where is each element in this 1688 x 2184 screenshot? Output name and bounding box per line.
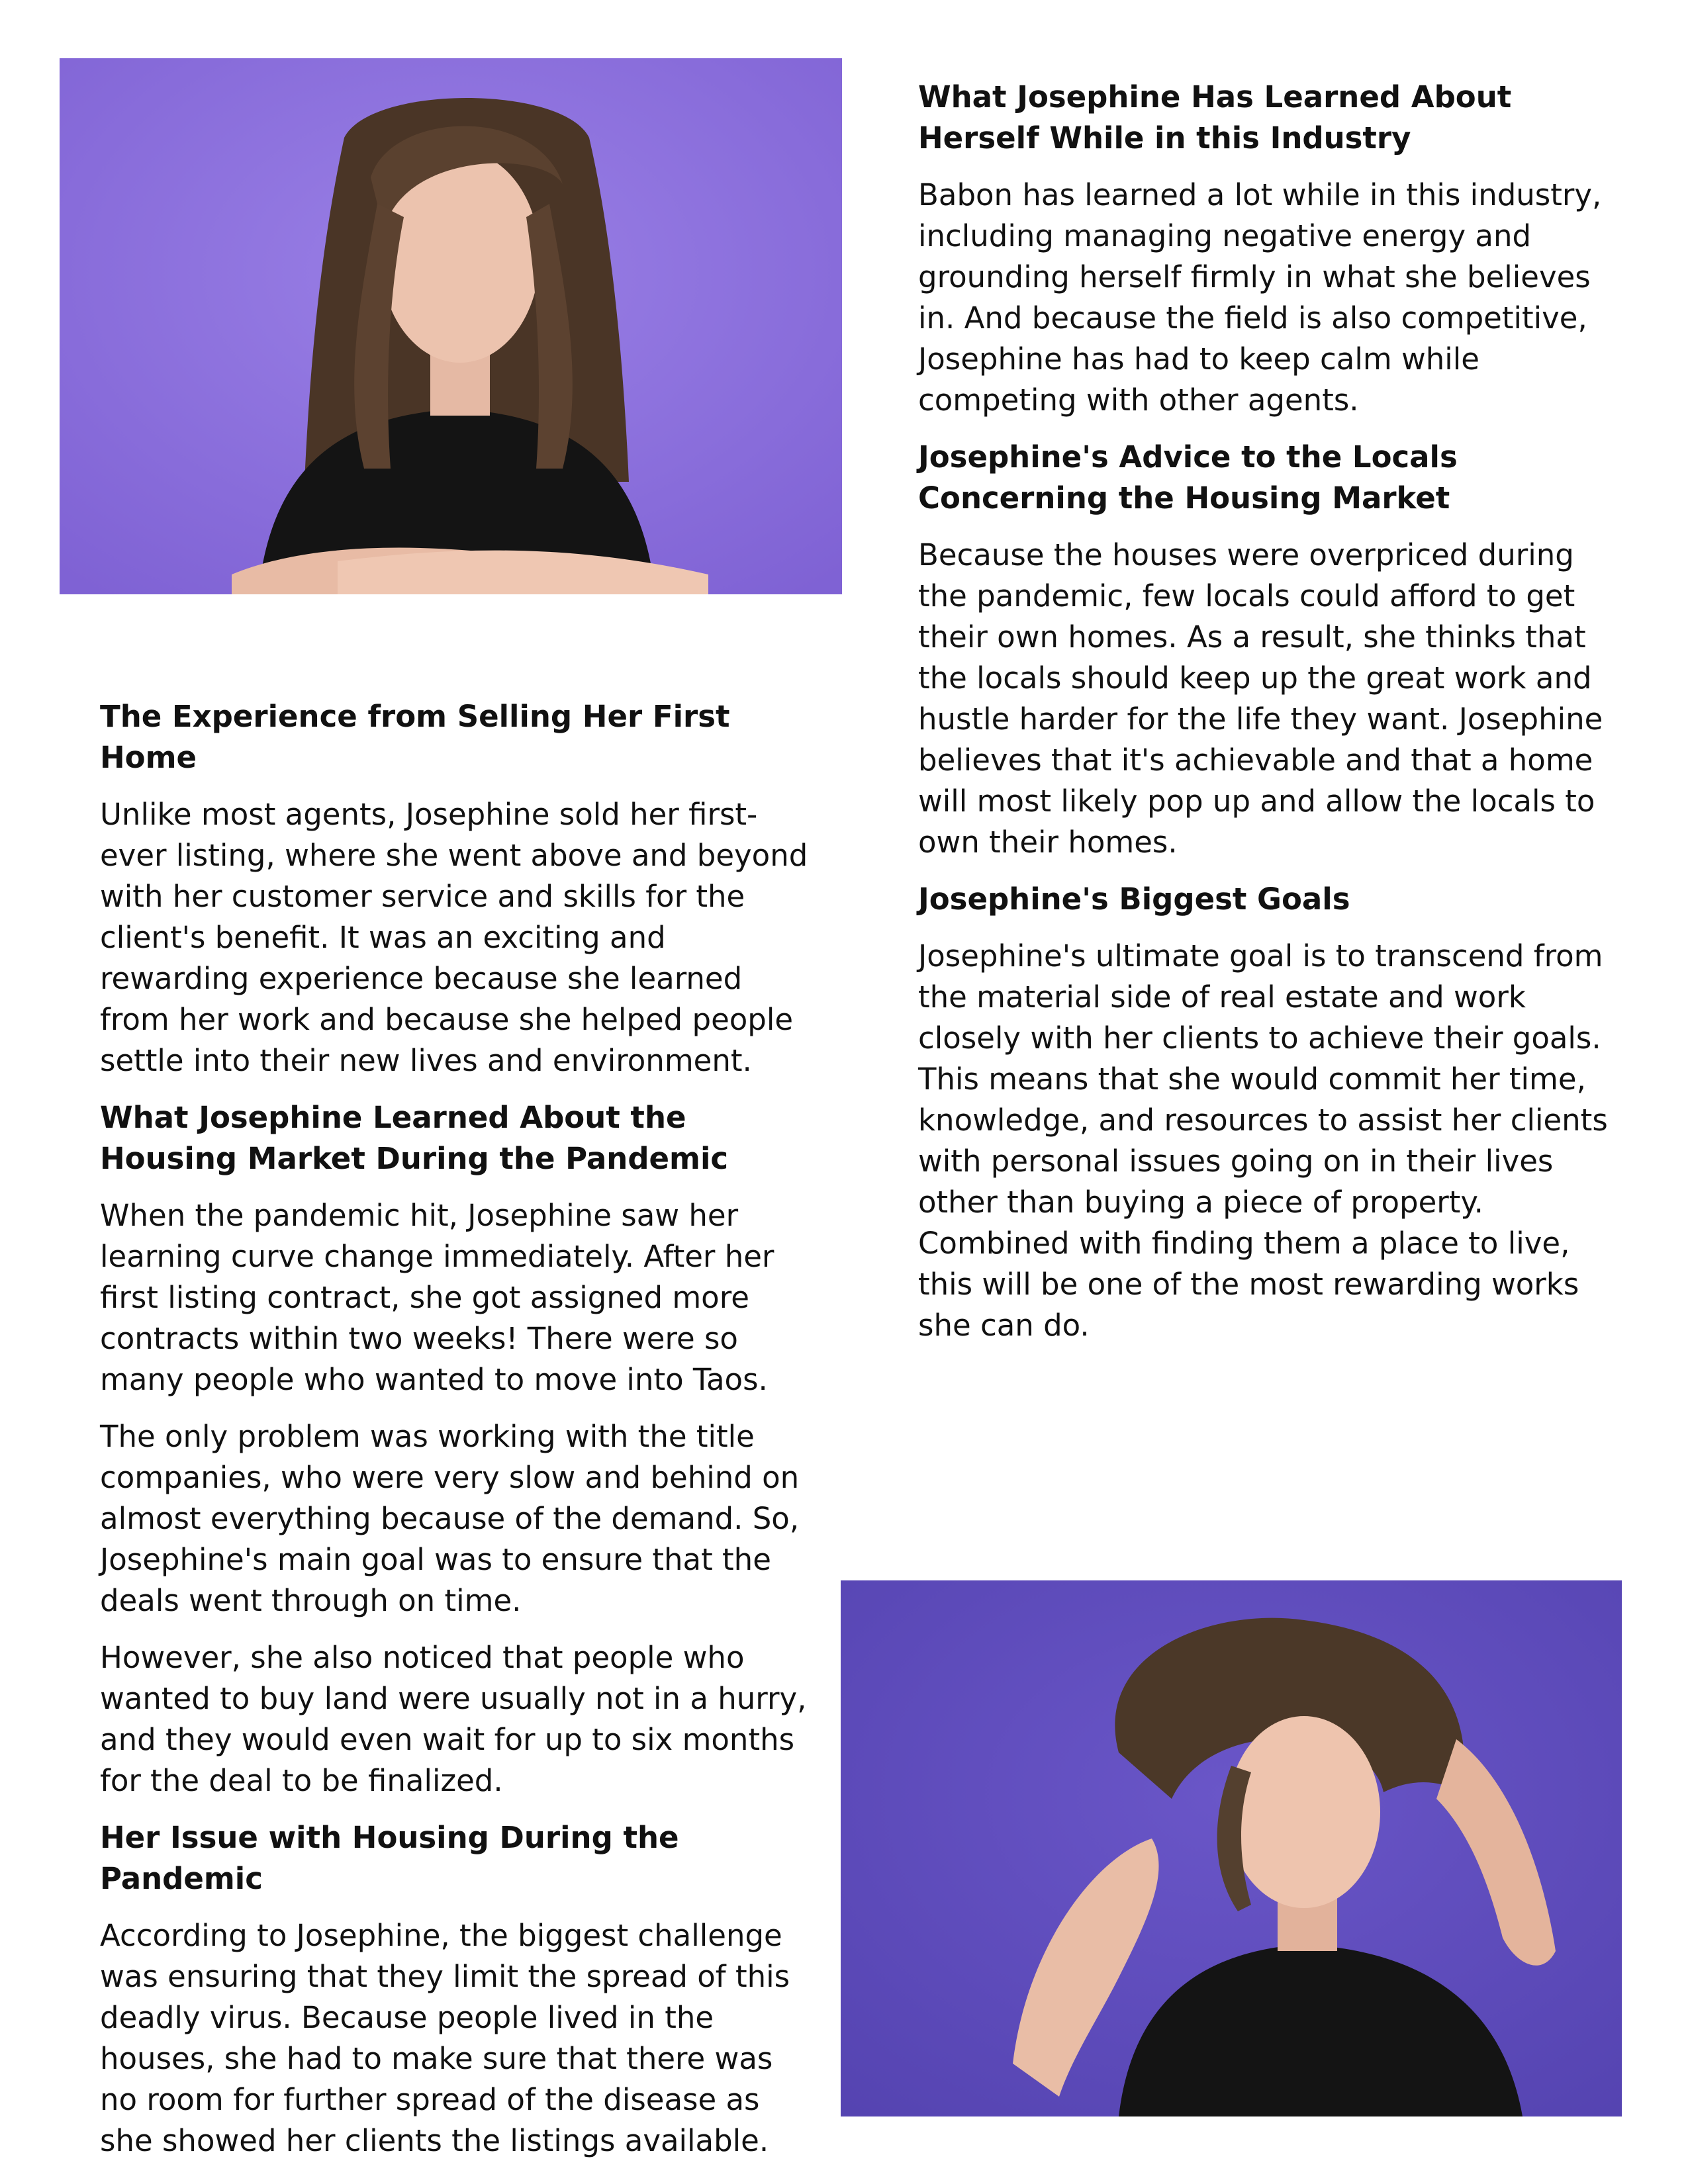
section-paragraph: According to Josephine, the biggest challenge was ensuring that they limit the spread of this deadly virus. Because people lived in the houses, she had to make sure that there was no room for further spread of the disease as she showed her clients the listings available. (100, 1918, 790, 2158)
section-paragraph: When the pandemic hit, Josephine saw her learning curve change immediately. After her first listing contract, she got assigned more contracts within two weeks! There were so many people who wanted to move into Taos. (100, 1198, 774, 1397)
right-text-column (918, 77, 1626, 1362)
section-heading: What Josephine Has Learned About Herself While in this Industry (918, 79, 1512, 156)
left-text-column (100, 696, 815, 2177)
section-paragraph: Unlike most agents, Josephine sold her first-ever listing, where she went above and beyond with her customer service and skills for the client's benefit. It was an exciting and rewarding experience because she learned from her work and because she helped people settle into their new lives and environment. (100, 797, 808, 1078)
section-paragraph: The only problem was working with the title companies, who were very slow and behind on almost everything because of the demand. So, Josephine's main goal was to ensure that the deals went through on time. (100, 1419, 800, 1618)
portrait-photo-bottom (841, 1580, 1622, 2116)
section-paragraph: Because the houses were overpriced during the pandemic, few locals could afford to get their own homes. As a result, she thinks that the locals should keep up the great work and hustle harder for the life they want. Josephine believes that it's achievable and that a home will most likely pop up and allow the locals to own their homes. (918, 537, 1603, 860)
section-heading: Josephine's Biggest Goals (918, 882, 1350, 917)
portrait-photo-top-image (60, 58, 842, 594)
section-heading: The Experience from Selling Her First Home (100, 699, 730, 775)
section-paragraph: Josephine's ultimate goal is to transcend from the material side of real estate and work closely with her clients to achieve their goals. This means that she would commit her time, knowledge, and resources to assist her clients with personal issues going on in their lives other than buying a piece of property. Combined with finding them a place to live, this will be one of the most rewarding works she can do. (918, 938, 1608, 1343)
section-heading: Her Issue with Housing During the Pandemic (100, 1820, 679, 1896)
portrait-photo-bottom-image (841, 1580, 1622, 2116)
section-paragraph: Babon has learned a lot while in this industry, including managing negative energy and grounding herself firmly in what she believes in. And because the field is also competitive, Josephine has had to keep calm while competing with other agents. (918, 177, 1602, 418)
section-heading: Josephine's Advice to the Locals Concerning the Housing Market (918, 439, 1458, 516)
section-paragraph: However, she also noticed that people who wanted to buy land were usually not in a hurry, and they would even wait for up to six months for the deal to be finalized. (100, 1640, 807, 1798)
section-heading: What Josephine Learned About the Housing Market During the Pandemic (100, 1100, 729, 1176)
portrait-photo-top (60, 58, 842, 594)
